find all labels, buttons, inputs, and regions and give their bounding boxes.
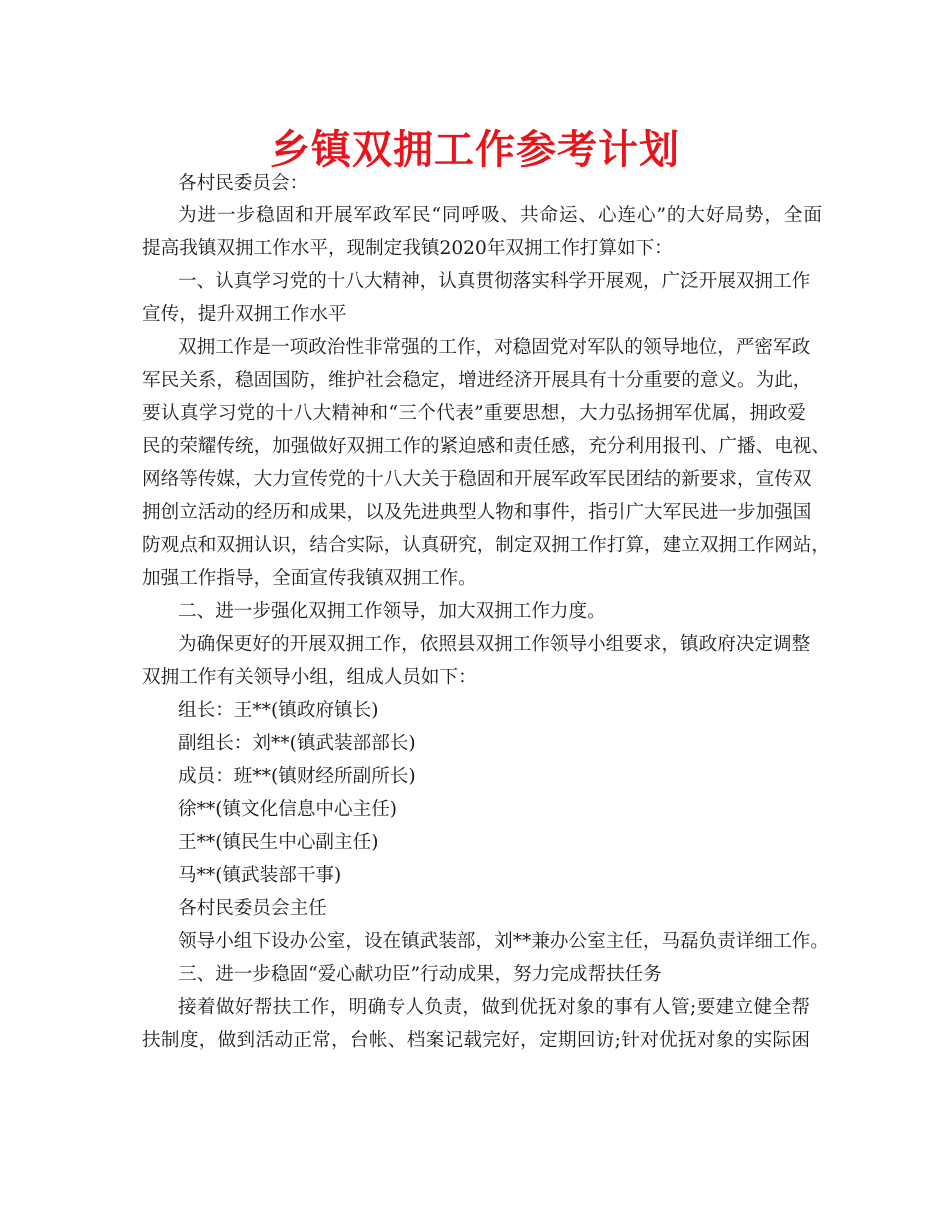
member-line: 组长：王**(镇政府镇长) xyxy=(178,700,379,721)
member-line: 马**(镇武装部干事) xyxy=(178,865,342,886)
member-line: 各村民委员会主任 xyxy=(178,898,327,919)
document-title: 乡镇双拥工作参考计划 xyxy=(270,127,680,173)
section-heading: 二、进一步强化双拥工作领导，加大双拥工作力度。 xyxy=(178,601,606,622)
paragraph-line: 领导小组下设办公室，设在镇武装部，刘**兼办公室主任，马磊负责详细工作。 xyxy=(178,931,829,952)
paragraph-line: 军民关系，稳固国防，维护社会稳定，增进经济开展具有十分重要的意义。为此， xyxy=(142,370,812,391)
paragraph-line: 防观点和双拥认识，结合实际，认真研究，制定双拥工作打算，建立双拥工作网站， xyxy=(142,535,830,556)
paragraph-line: 双拥工作是一项政治性非常强的工作，对稳固党对军队的领导地位，严密军政 xyxy=(178,337,811,358)
paragraph-line: 双拥工作有关领导小组，组成人员如下： xyxy=(142,667,477,688)
salutation: 各村民委员会： xyxy=(178,173,309,194)
member-line: 副组长：刘**(镇武装部部长) xyxy=(178,733,416,754)
member-line: 成员：班**(镇财经所副所长) xyxy=(178,766,416,787)
paragraph-line: 接着做好帮扶工作，明确专人负责，做到优抚对象的事有人管;要建立健全帮 xyxy=(178,997,810,1018)
paragraph-line: 民的荣耀传统，加强做好双拥工作的紧迫感和责任感，充分利用报刊、广播、电视、 xyxy=(142,436,830,457)
paragraph-line: 网络等传媒，大力宣传党的十八大关于稳固和开展军政军民团结的新要求，宣传双 xyxy=(142,469,812,490)
paragraph-line: 扶制度，做到活动正常，台帐、档案记载完好，定期回访;针对优抚对象的实际困 xyxy=(142,1030,810,1051)
section-heading: 一、认真学习党的十八大精神，认真贯彻落实科学开展观，广泛开展双拥工作 xyxy=(178,271,811,292)
paragraph-line: 为确保更好的开展双拥工作，依照县双拥工作领导小组要求，镇政府决定调整 xyxy=(178,634,811,655)
paragraph-line: 为进一步稳固和开展军政军民“同呼吸、共命运、心连心”的大好局势，全面 xyxy=(178,205,822,226)
section-heading: 三、进一步稳固“爱心献功臣”行动成果，努力完成帮扶任务 xyxy=(178,964,662,985)
paragraph-line: 要认真学习党的十八大精神和“三个代表”重要思想，大力弘扬拥军优属，拥政爱 xyxy=(142,403,806,424)
member-line: 徐**(镇文化信息中心主任) xyxy=(178,799,398,820)
paragraph-line: 拥创立活动的经历和成果，以及先进典型人物和事件，指引广大军民进一步加强国 xyxy=(142,502,812,523)
member-line: 王**(镇民生中心副主任) xyxy=(178,832,379,853)
paragraph-line: 提高我镇双拥工作水平，现制定我镇2020年双拥工作打算如下： xyxy=(142,238,673,259)
section-heading: 宣传，提升双拥工作水平 xyxy=(142,304,347,325)
paragraph-line: 加强工作指导，全面宣传我镇双拥工作。 xyxy=(142,568,477,589)
